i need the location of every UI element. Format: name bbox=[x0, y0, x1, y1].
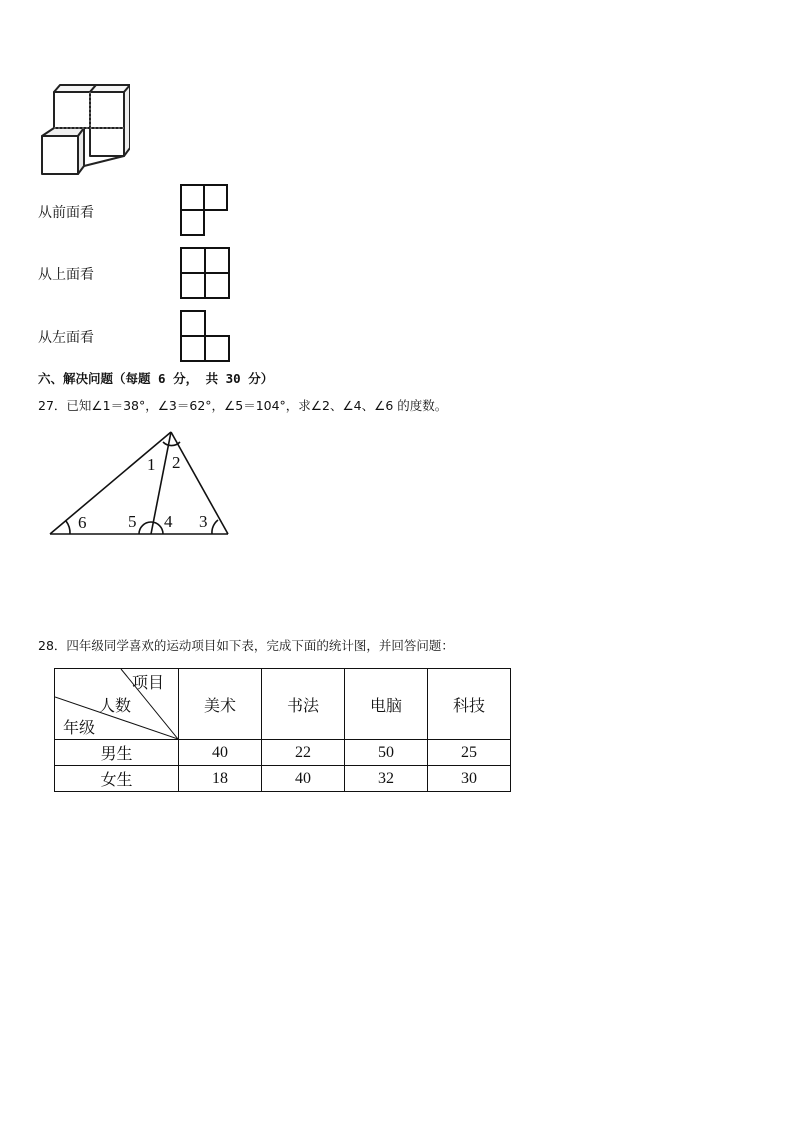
table-cell: 18 bbox=[179, 766, 262, 792]
corner-header-cell bbox=[55, 669, 179, 740]
table-cell: 40 bbox=[179, 740, 262, 766]
corner-label-count: 人数 bbox=[99, 698, 132, 715]
top-view-grid bbox=[179, 246, 233, 302]
problem-28-text: 28．四年级同学喜欢的运动项目如下表，完成下面的统计图，并回答问题： bbox=[38, 638, 454, 653]
table-cell: 40 bbox=[262, 766, 345, 792]
table-cell: 22 bbox=[262, 740, 345, 766]
table-cell: 25 bbox=[428, 740, 511, 766]
angle-label-4: 4 bbox=[164, 512, 173, 531]
corner-label-grade: 年级 bbox=[63, 720, 96, 737]
header-calligraphy: 书法 bbox=[262, 669, 345, 740]
angle-label-1: 1 bbox=[147, 455, 156, 474]
table-row bbox=[55, 766, 511, 792]
header-technology: 科技 bbox=[428, 669, 511, 740]
corner-label-project: 项目 bbox=[132, 675, 165, 692]
table-cell: 32 bbox=[345, 766, 428, 792]
front-view-grid bbox=[179, 183, 231, 239]
table-cell: 30 bbox=[428, 766, 511, 792]
angle-label-3: 3 bbox=[199, 512, 208, 531]
table-header-row bbox=[55, 669, 511, 740]
sports-table bbox=[54, 668, 511, 792]
problem-27-text: 27．已知∠1＝38°，∠3＝62°，∠5＝104°，求∠2、∠4、∠6 的度数。 bbox=[38, 398, 448, 413]
angle-label-6: 6 bbox=[78, 513, 87, 532]
triangle-figure bbox=[44, 426, 240, 542]
cube-stack-figure bbox=[38, 80, 130, 176]
section-title: 六、解决问题（每题 6 分， 共 30 分） bbox=[38, 371, 274, 386]
table-cell: 50 bbox=[345, 740, 428, 766]
angle-label-2: 2 bbox=[172, 453, 181, 472]
left-view-label: 从左面看 bbox=[38, 330, 94, 346]
row-label-girls: 女生 bbox=[55, 766, 179, 792]
top-view-label: 从上面看 bbox=[38, 267, 94, 283]
row-label-boys: 男生 bbox=[55, 740, 179, 766]
front-view-label: 从前面看 bbox=[38, 205, 94, 221]
header-computer: 电脑 bbox=[345, 669, 428, 740]
header-art: 美术 bbox=[179, 669, 262, 740]
left-view-grid bbox=[179, 309, 233, 365]
angle-label-5: 5 bbox=[128, 512, 137, 531]
table-row bbox=[55, 740, 511, 766]
